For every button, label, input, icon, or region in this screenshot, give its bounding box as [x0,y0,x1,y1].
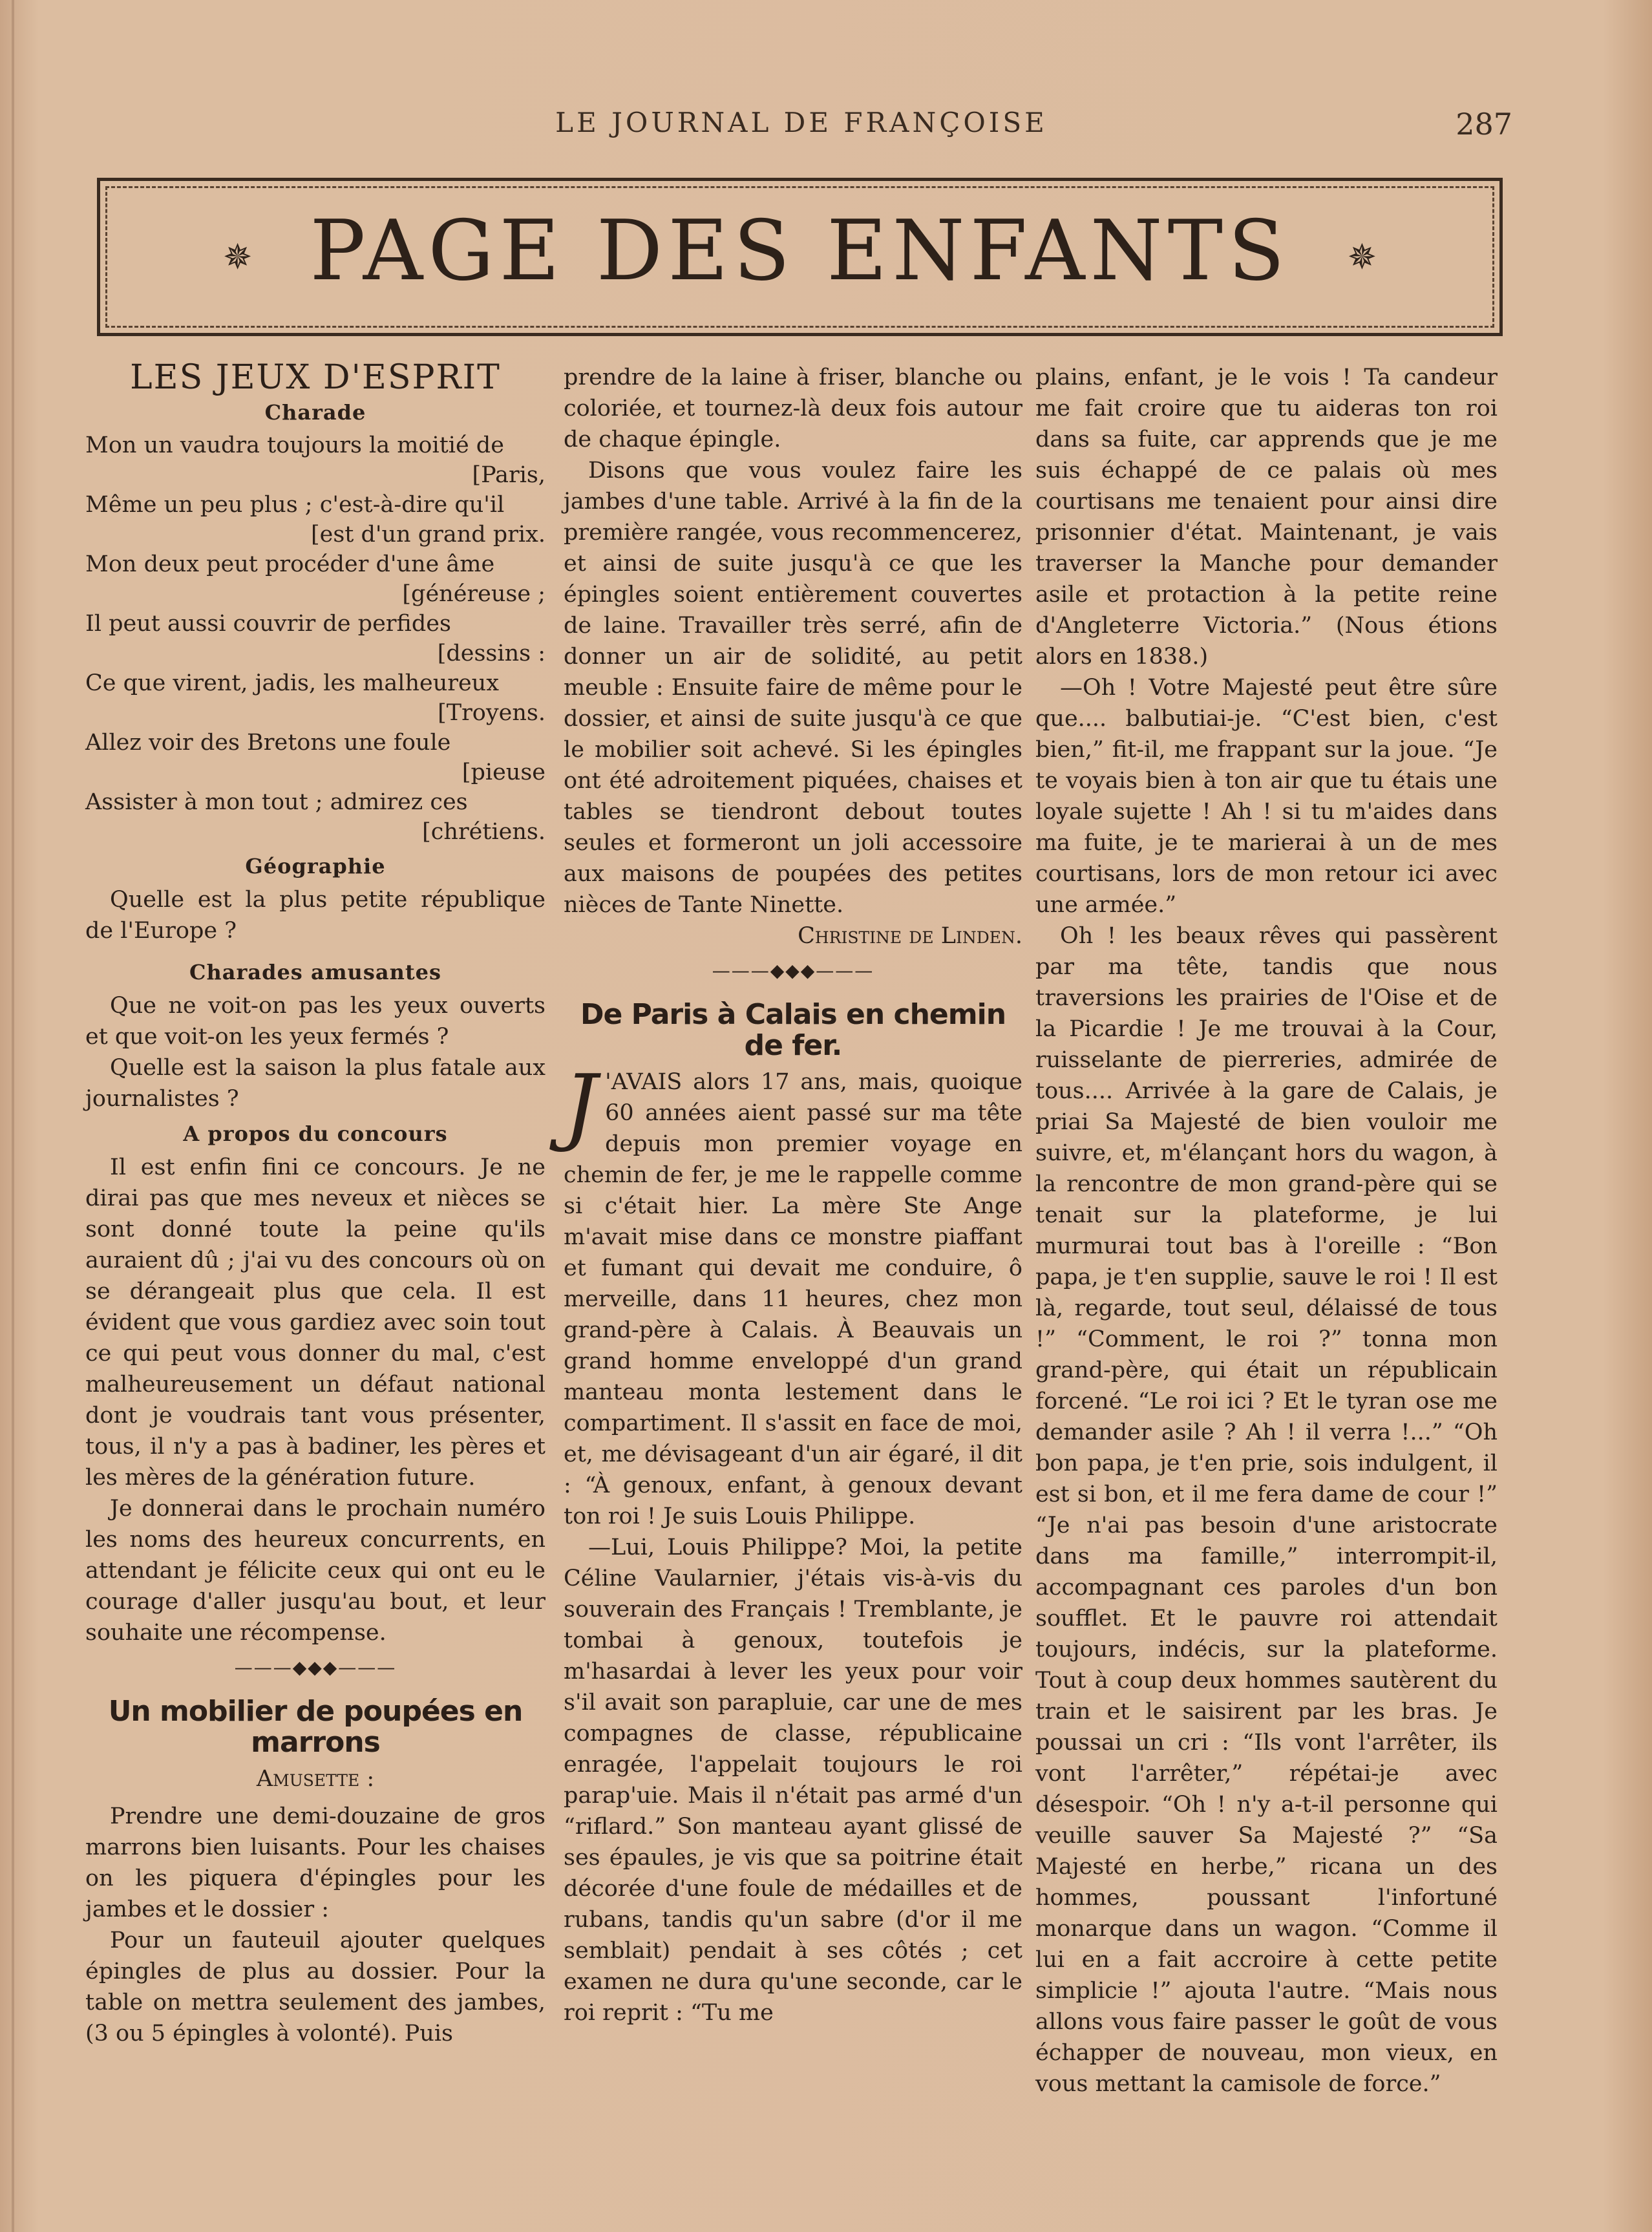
charade-line-end: [pieuse [461,760,545,785]
charade-line-end: [chrétiens. [422,819,545,845]
column-1 [85,358,545,2049]
mobilier-title: Un mobilier de poupées en marrons [108,1695,523,1759]
charade-line: Mon un vaudra toujours la moitié de [85,432,504,458]
charade-line-end: [Paris, [472,462,545,488]
running-title: LE JOURNAL DE FRANÇOISE [555,107,1048,138]
page-header [97,107,1512,145]
amusing-text-1: Que ne voit-on pas les yeux ouverts et que voit-on les yeux fermés ? [85,993,545,1050]
ornament-right-icon: ✵ [1347,237,1377,277]
charade-line-end: [est d'un grand prix. [310,522,545,547]
story-text-1-body: 'AVAIS alors 17 ans, mais, quoique 60 années aient passé sur ma tête depuis mon premier voyage en chemin de fer, je me le rappelle comme si c'était hier. La mère Ste Ange m'avait mise dans ce monstre piaffant et fumant qui devait me conduire, ô merveille, dans 11 heures, chez mon grand-père à Calais. À Beauvais un grand homme enveloppé d'un grand manteau monta lestement dans le compartiment. Il s'assit en face de moi, et, me dévisageant d'un air égaré, il dit : “À genoux, enfant, à genoux devant ton roi ! Je suis Louis Philippe. [564,1069,1022,1529]
page-title: PAGE DES ENFANTS [310,203,1290,299]
charade-line-end: [généreuse ; [402,581,545,607]
story-text-1 [564,1056,1022,1532]
page-number: 287 [1456,107,1512,142]
separator-rule: ———◆◆◆——— [712,960,874,981]
amusing-heading: Charades amusantes [189,960,441,984]
concours-heading: A propos du concours [183,1121,448,1146]
charade-line: Il peut aussi couvrir de perfides [85,611,451,637]
column-2 [564,362,1022,2028]
charade-verse [85,430,545,847]
charade-line: Ce que virent, jadis, les malheureux [85,670,499,696]
story-title: De Paris à Calais en chemin de fer. [580,998,1006,1062]
mobilier-text-1: Prendre une demi-douzaine de gros marrons bien luisants. Pour les chaises on les piquera d'épingles pour les jambes et le dossier : [85,1803,545,1922]
mobilier-text-3: prendre de la laine à friser, blanche ou coloriée, et tournez-là deux fois autour de chaque épingle. [564,365,1022,452]
story-text-4: —Oh ! Votre Majesté peut être sûre que.... balbutiai-je. “C'est bien, c'est bien,” fit-il, me frappant sur la joue. “Je te voyais bien à ton air que tu étais une loyale sujette ! Ah ! si tu m'aides dans ma fuite, je te marierai à un de mes courtisans, lors de mon retour ici avec une armée.” [1035,675,1498,918]
charade-line-end: [dessins : [437,641,545,666]
story-text-5: Oh ! les beaux rêves qui passèrent par ma tête, tandis que nous traversions les prairies de l'Oise et de la Picardie ! Je me trouvai à la Cour, ruisselante de pierreries, admirée de tous.... Arrivée à la gare de Calais, je priai Sa Majesté de bien vouloir me suivre, et, m'élançant hors du wagon, à la rencontre de mon grand-père qui se tenait sur la plateforme, je lui murmurai tout bas à l'oreille : “Bon papa, je t'en supplie, sauve le roi ! Il est là, regarde, tout seul, délaissé de tous !” “Comment, le roi ?” tonna mon grand-père, qui était un républicain forcené. “Le roi ici ? Et le tyran ose me demander asile ? Ah ! il verra !...” “Oh bon papa, je t'en prie, sois indulgent, il est si bon, et il me fera dame de cour !” “Je n'ai pas besoin d'une aristocrate dans ma famille,” interrompit-il, accompagnant ces paroles d'un bon soufflet. Et le pauvre roi attendait toujours, indécis, sur la plateforme. Tout à coup deux hommes sautèrent du train et le saisirent par les bras. Je poussai un cri : “Ils vont l'arrêter, ils vont l'arrêter,” répétai-je avec désespoir. “Oh ! n'y a-t-il personne qui veuille sauver Sa Majesté ?” “Sa Majesté en herbe,” ricana un des hommes, poussant l'infortuné monarque dans un wagon. “Comme il lui en a fait accroire à cette petite simplicie !” ajouta l'autre. “Mais nous allons vous faire passer le goût de vous échapper de nouveau, mon vieux, en vous mettant la camisole de force.” [1035,923,1498,2097]
story-text-2: —Lui, Louis Philippe? Moi, la petite Céline Vaularnier, j'étais vis-à-vis du souverain des Français ! Tremblante, je tombai à genoux, toutefois je m'hasardai à lever les yeux pour voir s'il avait son parapluie, car une de mes compagnes de classe, républicaine enragée, l'appelait toujours le roi parap'uie. Mais il n'était pas armé d'un “riflard.” Son manteau ayant glissé de ses épaules, je vis que sa poitrine était décorée d'une foule de médailles et de rubans, tandis qu'un sabre (d'or il me semblait) pendait à ses côtés ; cet examen ne dura qu'une seconde, car le roi reprit : “Tu me [564,1535,1022,2026]
story-text-3: plains, enfant, je le vois ! Ta candeur me fait croire que tu aideras ton roi dans sa fuite, car apprends que je me suis échappé de ce palais où mes courtisans me tenaient pour ainsi dire prisonnier d'état. Maintenant, je vais traverser la Manche pour demander asile et protaction à la petite reine d'Angleterre Victoria.” (Nous étions alors en 1838.) [1035,365,1498,670]
amusette-label: Amusette : [256,1766,375,1792]
concours-text-2: Je donnerai dans le prochain numéro les noms des heureux concurrents, en attendant je félicite ceux qui ont eu le courage d'aller jusqu'au bout, et leur souhaite une récompense. [85,1496,545,1646]
mobilier-text-4: Disons que vous voulez faire les jambes d'une table. Arrivé à la fin de la première rangée, vous recommencerez, et ainsi de suite jusqu'à ce que les épingles soient entièrement couvertes de laine. Travailler très serré, afin de donner un air de solidité, au petit meuble : Ensuite faire de même pour le dossier, et ainsi de suite jusqu'à ce que le mobilier soit achevé. Si les épingles ont été adroitement piquées, chaises et tables se tiendront debout toutes seules et formeront un joli accessoire aux maisons de poupées des petites nièces de Tante Ninette. [564,458,1022,918]
column-3 [1035,362,1498,2099]
geo-text: Quelle est la plus petite république de l'Europe ? [85,887,545,944]
concours-text-1: Il est enfin fini ce concours. Je ne dirai pas que mes neveux et nièces se sont donné toute la peine qu'ils auraient dû ; j'ai vu des concours où on se dérangeait plus que cela. Il est évident que vous gardiez avec soin tout ce qui peut vous donner du mal, c'est malheureusement un défaut national dont je voudrais tant vous présenter, tous, il n'y a pas à badiner, les pères et les mères de la génération future. [85,1154,545,1491]
charade-line-end: [Troyens. [438,700,545,726]
mobilier-text-2: Pour un fauteuil ajouter quelques épingles de plus au dossier. Pour la table on mettra seulement des jambes, (3 ou 5 épingles à volonté). Puis [85,1928,545,2046]
charade-line: Allez voir des Bretons une foule [85,730,451,756]
page-title-frame [97,178,1503,336]
signature: Christine de Linden. [798,923,1022,949]
amusing-text-2: Quelle est la saison la plus fatale aux journalistes ? [85,1055,545,1112]
charade-line: Assister à mon tout ; admirez ces [85,789,468,815]
geo-heading: Géographie [245,854,386,878]
ornament-left-icon: ✵ [223,237,253,277]
charade-line: Même un peu plus ; c'est-à-dire qu'il [85,492,505,518]
separator-rule: ———◆◆◆——— [234,1657,397,1678]
charade-heading: Charade [264,400,366,425]
section-title-jeux: LES JEUX D'ESPRIT [130,358,501,397]
charade-line: Mon deux peut procéder d'une âme [85,551,495,577]
page-fold [12,0,14,2232]
drop-cap: J [564,1056,598,1154]
